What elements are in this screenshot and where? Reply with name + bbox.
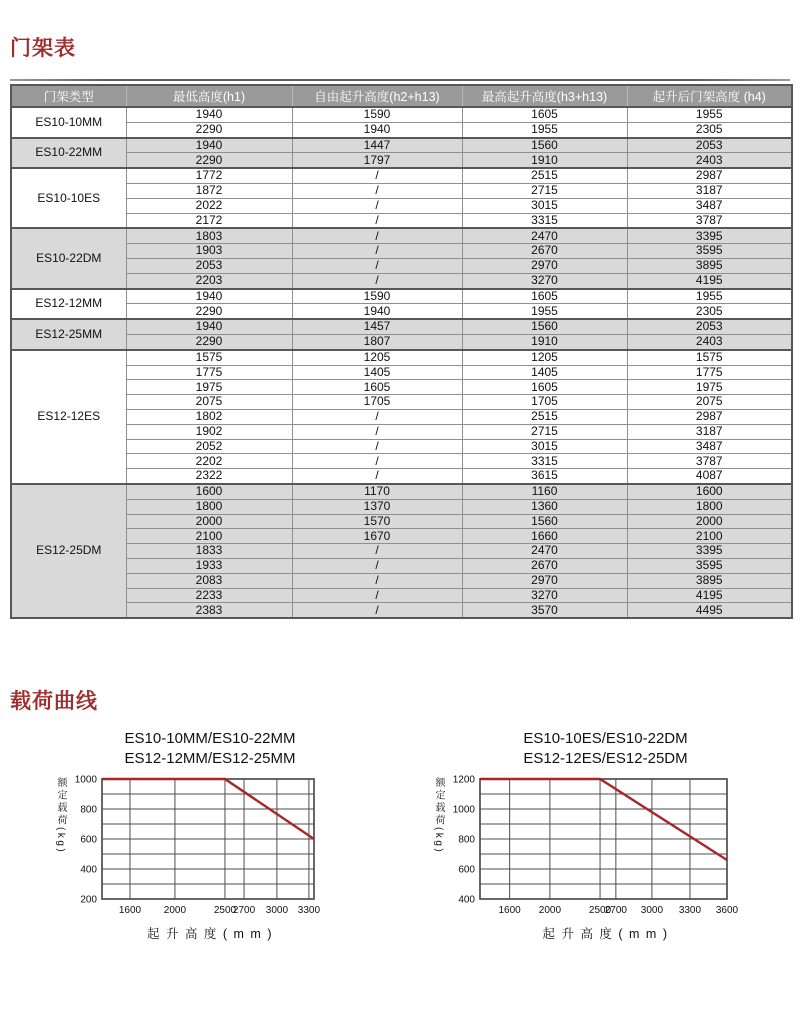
value-cell: 2075 [126,395,292,410]
load-curves-section [0,729,800,942]
table-row [11,258,792,273]
value-cell: 3315 [462,454,627,469]
value-cell: 2000 [126,514,292,529]
value-cell: 1800 [126,499,292,514]
svg-text:2700: 2700 [232,905,256,917]
svg-text:2500: 2500 [588,905,612,917]
value-cell: / [292,603,462,618]
value-cell: 1605 [462,289,627,304]
value-cell: 1775 [627,365,792,380]
value-cell: 2203 [126,273,292,288]
table-row [11,544,792,559]
value-cell: 3487 [627,439,792,454]
value-cell: 2053 [627,319,792,334]
model-cell: ES10-10ES [11,168,126,228]
x-axis-label: 起 升 高 度 ( m m ) [542,927,669,942]
table-row [11,454,792,469]
value-cell: 1705 [462,395,627,410]
table-row [11,350,792,365]
value-cell: 1940 [126,107,292,122]
value-cell: 1605 [292,380,462,395]
value-cell: 2100 [627,529,792,544]
value-cell: 1600 [627,484,792,499]
title-divider [10,79,790,81]
value-cell: / [292,588,462,603]
value-cell: 2290 [126,334,292,349]
value-cell: / [292,258,462,273]
svg-text:1600: 1600 [498,905,521,917]
value-cell: 3395 [627,228,792,243]
value-cell: 1940 [292,304,462,319]
svg-text:600: 600 [458,864,475,876]
value-cell: 2022 [126,198,292,213]
value-cell: 1590 [292,289,462,304]
value-cell: 2715 [462,424,627,439]
svg-text:3000: 3000 [265,905,289,917]
value-cell: 2290 [126,153,292,168]
table-row [11,153,792,168]
column-header: 最低高度(h1) [126,85,292,107]
table-row [11,228,792,243]
value-cell: 2052 [126,439,292,454]
value-cell: 3895 [627,258,792,273]
value-cell: 1940 [126,289,292,304]
svg-text:1600: 1600 [118,905,142,917]
value-cell: 1955 [627,289,792,304]
model-cell: ES12-25MM [11,319,126,350]
value-cell: 1955 [627,107,792,122]
table-row [11,138,792,153]
value-cell: 1797 [292,153,462,168]
chart-title-line-1: ES10-10ES/ES10-22DM [523,730,688,748]
value-cell: 1160 [462,484,627,499]
value-cell: 3270 [462,588,627,603]
value-cell: 1575 [126,350,292,365]
mast-table-body [11,107,792,618]
value-cell: 1447 [292,138,462,153]
y-axis-label: 额定载荷(kg) [55,777,66,855]
model-cell: ES10-22DM [11,228,126,288]
chart-title [430,729,739,769]
value-cell: / [292,454,462,469]
model-cell: ES10-22MM [11,138,126,169]
value-cell: 2233 [126,588,292,603]
value-cell: / [292,168,462,183]
value-cell: 1803 [126,228,292,243]
table-row [11,107,792,122]
value-cell: 2987 [627,409,792,424]
table-row [11,304,792,319]
value-cell: / [292,469,462,484]
value-cell: 2970 [462,258,627,273]
svg-text:1000: 1000 [452,804,475,816]
value-cell: 4195 [627,588,792,603]
table-row [11,499,792,514]
svg-text:400: 400 [458,894,475,906]
value-cell: 2100 [126,529,292,544]
value-cell: 1670 [292,529,462,544]
value-cell: / [292,409,462,424]
value-cell: 2053 [627,138,792,153]
svg-text:2000: 2000 [163,905,187,917]
column-header: 起升后门架高度 (h4) [627,85,792,107]
value-cell: 2000 [627,514,792,529]
mast-table-header-row [11,85,792,107]
table-row [11,213,792,228]
value-cell: / [292,183,462,198]
table-row [11,395,792,410]
value-cell: 4195 [627,273,792,288]
value-cell: 3615 [462,469,627,484]
table-row [11,529,792,544]
value-cell: 2075 [627,395,792,410]
table-row [11,122,792,137]
mast-table [10,84,793,619]
value-cell: 1775 [126,365,292,380]
load-chart-es-dm [430,729,739,942]
table-row [11,469,792,484]
table-row [11,365,792,380]
load-chart-plot [68,773,326,923]
chart-title [52,729,326,769]
svg-text:800: 800 [458,834,475,846]
table-row [11,289,792,304]
table-row [11,380,792,395]
value-cell: 3015 [462,439,627,454]
column-header: 门架类型 [11,85,126,107]
value-cell: 1370 [292,499,462,514]
model-cell: ES12-12ES [11,350,126,484]
value-cell: 1605 [462,380,627,395]
value-cell: 1590 [292,107,462,122]
value-cell: 3595 [627,244,792,259]
value-cell: 4087 [627,469,792,484]
value-cell: 3595 [627,558,792,573]
value-cell: 1802 [126,409,292,424]
value-cell: 1872 [126,183,292,198]
value-cell: / [292,573,462,588]
value-cell: / [292,244,462,259]
value-cell: 2202 [126,454,292,469]
value-cell: 3187 [627,183,792,198]
column-header: 自由起升高度(h2+h13) [292,85,462,107]
value-cell: 2290 [126,122,292,137]
value-cell: 1457 [292,319,462,334]
value-cell: 4495 [627,603,792,618]
load-chart-plot [446,773,739,923]
table-row [11,573,792,588]
value-cell: 1405 [462,365,627,380]
value-cell: 2305 [627,122,792,137]
value-cell: 2470 [462,544,627,559]
y-axis-label: 额定载荷(kg) [433,777,444,855]
value-cell: 1560 [462,138,627,153]
model-cell: ES12-25DM [11,484,126,618]
value-cell: 2290 [126,304,292,319]
chart-title-line-2: ES12-12ES/ES12-25DM [523,750,688,768]
value-cell: 1910 [462,153,627,168]
value-cell: 2383 [126,603,292,618]
table-row [11,409,792,424]
value-cell: / [292,213,462,228]
value-cell: / [292,273,462,288]
value-cell: 1902 [126,424,292,439]
table-row [11,198,792,213]
svg-text:800: 800 [80,804,97,816]
value-cell: 1772 [126,168,292,183]
value-cell: 3395 [627,544,792,559]
value-cell: 3315 [462,213,627,228]
value-cell: / [292,424,462,439]
value-cell: 1205 [462,350,627,365]
value-cell: 3487 [627,198,792,213]
value-cell: 1405 [292,365,462,380]
table-row [11,244,792,259]
table-row [11,168,792,183]
mast-table-title: 门架表 [10,37,76,60]
svg-text:1200: 1200 [452,774,475,786]
value-cell: 1800 [627,499,792,514]
svg-text:3300: 3300 [678,905,702,917]
chart-title-line-2: ES12-12MM/ES12-25MM [124,750,296,768]
model-cell: ES12-12MM [11,289,126,320]
value-cell: 1705 [292,395,462,410]
value-cell: / [292,228,462,243]
value-cell: 2083 [126,573,292,588]
table-row [11,514,792,529]
table-row [11,424,792,439]
value-cell: 1807 [292,334,462,349]
value-cell: 1833 [126,544,292,559]
value-cell: 1170 [292,484,462,499]
value-cell: 2305 [627,304,792,319]
value-cell: 2970 [462,573,627,588]
value-cell: 1660 [462,529,627,544]
value-cell: 1940 [126,319,292,334]
table-row [11,319,792,334]
value-cell: 1560 [462,514,627,529]
value-cell: 2715 [462,183,627,198]
value-cell: 3015 [462,198,627,213]
value-cell: 1575 [627,350,792,365]
svg-text:200: 200 [80,894,97,906]
value-cell: 3895 [627,573,792,588]
svg-text:600: 600 [80,834,97,846]
value-cell: 3787 [627,213,792,228]
value-cell: 2470 [462,228,627,243]
table-row [11,334,792,349]
svg-text:400: 400 [80,864,97,876]
value-cell: / [292,544,462,559]
value-cell: 1360 [462,499,627,514]
value-cell: 2403 [627,153,792,168]
value-cell: 1600 [126,484,292,499]
table-row [11,439,792,454]
table-row [11,603,792,618]
value-cell: / [292,439,462,454]
value-cell: 1940 [292,122,462,137]
svg-text:3000: 3000 [640,905,664,917]
value-cell: / [292,558,462,573]
value-cell: 1903 [126,244,292,259]
value-cell: 2670 [462,244,627,259]
value-cell: 1560 [462,319,627,334]
value-cell: 2172 [126,213,292,228]
model-cell: ES10-10MM [11,107,126,138]
svg-text:1000: 1000 [74,774,97,786]
value-cell: 2670 [462,558,627,573]
value-cell: 1975 [126,380,292,395]
table-row [11,183,792,198]
svg-text:2500: 2500 [213,905,237,917]
value-cell: 3787 [627,454,792,469]
table-row [11,273,792,288]
value-cell: 1910 [462,334,627,349]
value-cell: 2515 [462,168,627,183]
value-cell: 1605 [462,107,627,122]
value-cell: 1570 [292,514,462,529]
value-cell: 1955 [462,122,627,137]
load-curves-title: 载荷曲线 [10,690,98,714]
table-row [11,558,792,573]
column-header: 最高起升高度(h3+h13) [462,85,627,107]
table-row [11,484,792,499]
svg-text:3600: 3600 [715,905,739,917]
value-cell: 3570 [462,603,627,618]
value-cell: 1975 [627,380,792,395]
value-cell: 3187 [627,424,792,439]
value-cell: / [292,198,462,213]
value-cell: 1940 [126,138,292,153]
svg-text:2700: 2700 [604,905,627,917]
chart-title-line-1: ES10-10MM/ES10-22MM [124,730,296,748]
value-cell: 1933 [126,558,292,573]
table-row [11,588,792,603]
value-cell: 2987 [627,168,792,183]
value-cell: 2515 [462,409,627,424]
x-axis-label: 起 升 高 度 ( m m ) [147,927,273,942]
value-cell: 2322 [126,469,292,484]
svg-text:2000: 2000 [538,905,562,917]
value-cell: 2053 [126,258,292,273]
value-cell: 2403 [627,334,792,349]
value-cell: 1955 [462,304,627,319]
svg-text:3300: 3300 [297,905,321,917]
value-cell: 1205 [292,350,462,365]
value-cell: 3270 [462,273,627,288]
load-chart-mm [52,729,326,942]
